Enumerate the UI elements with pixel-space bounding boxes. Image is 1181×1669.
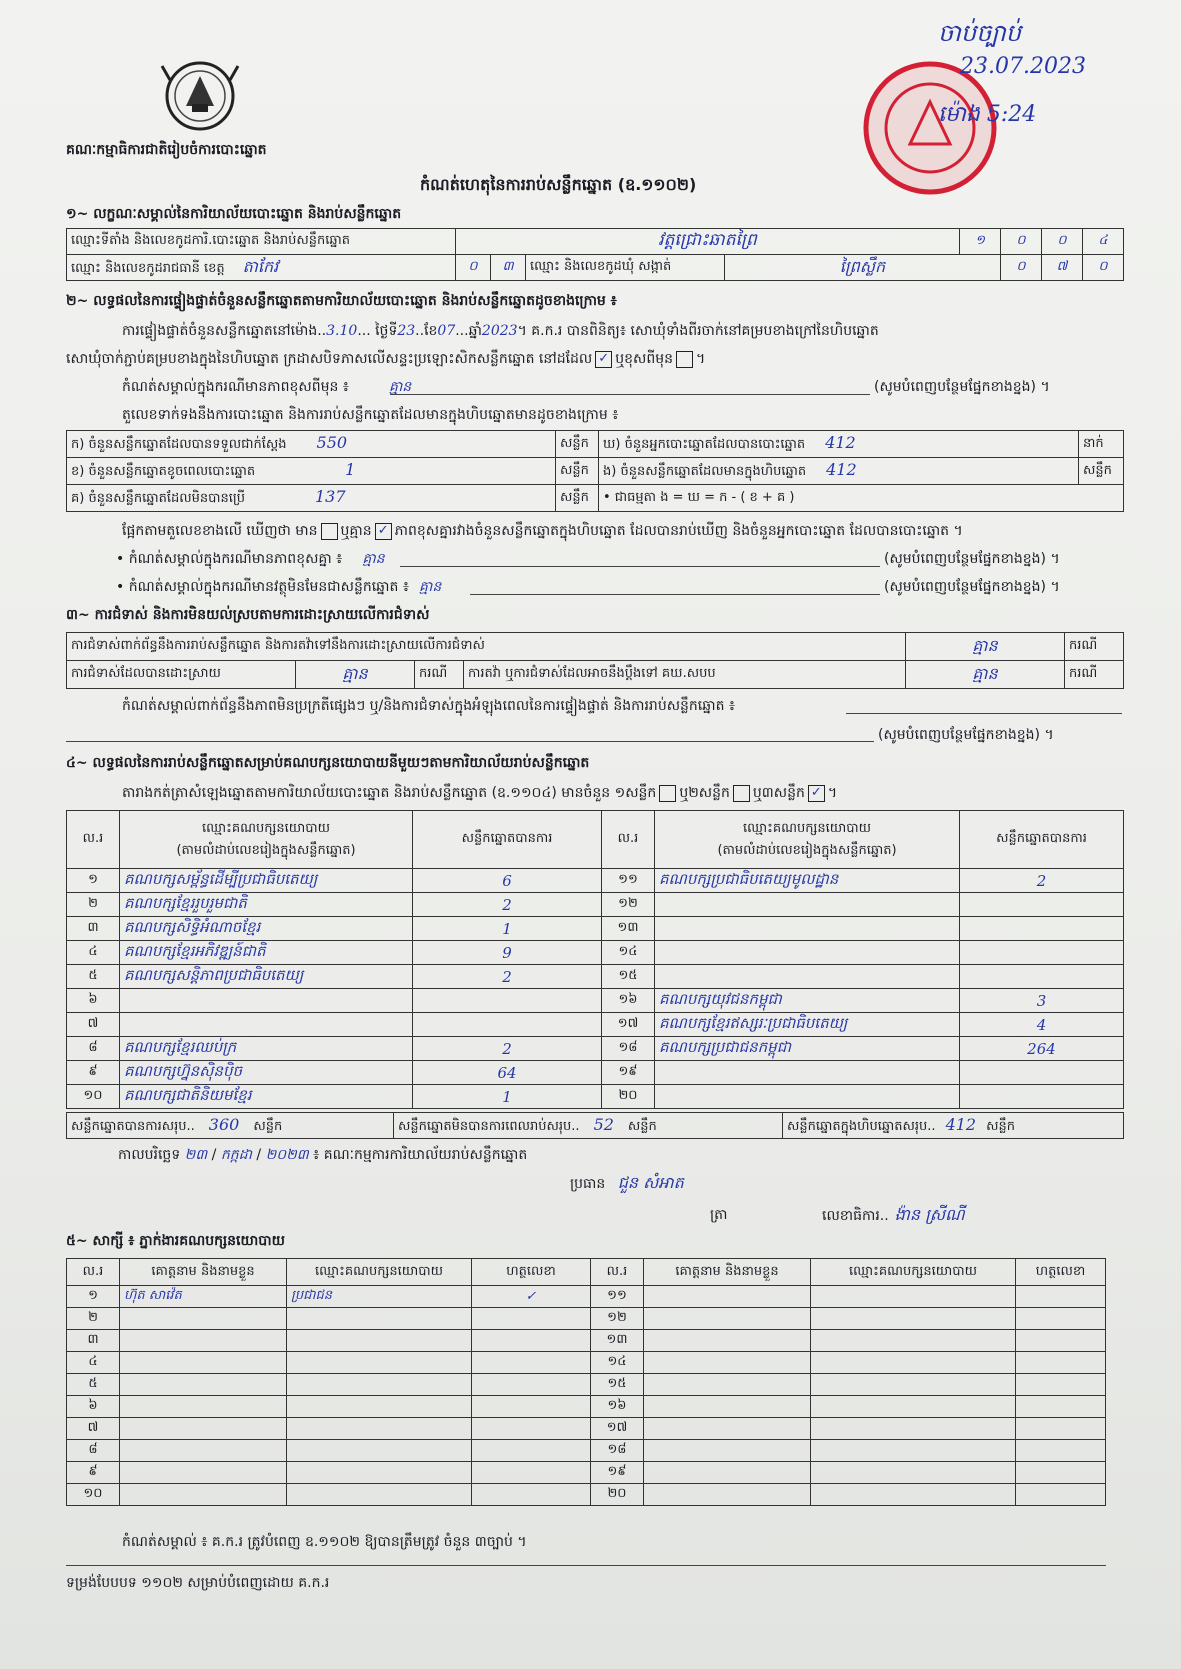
- row-number: ១១: [602, 869, 655, 893]
- row-number: ៩: [67, 1061, 120, 1085]
- row-number: ១៥: [602, 965, 655, 989]
- one-sheet-checkbox[interactable]: [659, 785, 676, 802]
- witness-name[interactable]: [120, 1308, 287, 1330]
- party-name[interactable]: [655, 1085, 960, 1109]
- witness-signature[interactable]: [1016, 1462, 1106, 1484]
- closing-note: កំណត់សម្គាល់ ៖ គ.ក.រ ត្រូវបំពេញ ឧ.១១០២ ឱ្យបានត្រឹមត្រូវ ចំនួន ៣ច្បាប់ ។: [122, 1534, 527, 1550]
- witness-party[interactable]: [287, 1308, 472, 1330]
- secretary-line: លេខាធិការ.. ង៉ាន ស្រីណី: [822, 1205, 965, 1224]
- witness-party[interactable]: [811, 1462, 1016, 1484]
- party-votes[interactable]: [960, 965, 1124, 989]
- row-number: ៨: [67, 1440, 120, 1462]
- party-votes[interactable]: 1: [413, 1085, 602, 1109]
- witness-party[interactable]: [811, 1330, 1016, 1352]
- party-name[interactable]: [655, 941, 960, 965]
- party-votes[interactable]: [960, 1061, 1124, 1085]
- objection-count[interactable]: គ្មាន: [906, 633, 1065, 661]
- witness-name[interactable]: [644, 1484, 811, 1506]
- row-number: ៦: [67, 1396, 120, 1418]
- result-row: [67, 1013, 1124, 1037]
- row-number: ១: [67, 1286, 120, 1308]
- form-title: កំណត់ហេតុនៃការរាប់សន្លឹកឆ្នោត (ឧ.១១០២): [420, 175, 697, 194]
- witness-signature[interactable]: [1016, 1484, 1106, 1506]
- witness-party[interactable]: [811, 1352, 1016, 1374]
- result-row: [67, 893, 1124, 917]
- row-number: ១: [67, 869, 120, 893]
- party-name[interactable]: គណបក្សសម្ព័ន្ធដើម្បីប្រជាធិបតេយ្យ: [120, 869, 413, 893]
- witness-party[interactable]: [287, 1330, 472, 1352]
- party-votes[interactable]: 1: [413, 917, 602, 941]
- signing-date: កាលបរិច្ឆេទ ២៣ / កក្កដា / ២០២៣ ៖ គណៈកម្មការការិយាល័យរាប់សន្លឹកឆ្នោត: [118, 1147, 528, 1163]
- foreign-object-note: • កំណត់សម្គាល់ក្នុងករណីមានវត្ថុមិនមែនជាសន្លឹកឆ្នោត ៖ គ្មាន: [116, 579, 442, 595]
- party-votes[interactable]: [413, 1013, 602, 1037]
- party-name[interactable]: គណបក្សខ្មែរឥស្សរៈប្រជាធិបតេយ្យ: [655, 1013, 960, 1037]
- witness-signature[interactable]: [472, 1484, 591, 1506]
- party-votes[interactable]: 2: [413, 893, 602, 917]
- received-date: 23.07.2023: [960, 54, 1086, 79]
- verify-month[interactable]: 07: [437, 323, 456, 339]
- appealed-count[interactable]: គ្មាន: [906, 661, 1065, 689]
- row-number: ៩: [67, 1462, 120, 1484]
- commune-name[interactable]: ព្រៃស្លឹក: [725, 255, 1001, 281]
- witness-party[interactable]: ប្រជាជន: [287, 1286, 472, 1308]
- section1-heading: ១~ លក្ខណៈសម្គាល់នៃការិយាល័យបោះឆ្នោត និងរាប់សន្លឹកឆ្នោត: [66, 206, 402, 222]
- fill-hint: (សូមបំពេញបន្ថែមផ្នែកខាងខ្នង) ។: [884, 579, 1060, 595]
- witness-row: [67, 1308, 1106, 1330]
- row-number: ១៤: [602, 941, 655, 965]
- row-number: ១៣: [602, 917, 655, 941]
- party-votes[interactable]: 2: [413, 965, 602, 989]
- chair-name[interactable]: ជួន សំអាត: [617, 1173, 684, 1192]
- station-code-digit[interactable]: ០: [1001, 229, 1042, 255]
- objection-table: ការជំទាស់ពាក់ព័ន្ធនឹងការរាប់សន្លឹកឆ្នោត និងការតវ៉ាទៅនឹងការដោះស្រាយលើការជំទាស់ គ្មាន ករណី ការជំទាស់ដែលបានដោះស្រាយ គ្មាន ករណី ការតវ៉ា ឬការជំទាស់ដែលអាចនឹងប្តឹងទៅ គឃ.សបប គ្មាន ករណី: [66, 632, 1124, 689]
- ballots-received[interactable]: 550: [316, 433, 348, 452]
- witness-signature[interactable]: [472, 1440, 591, 1462]
- witness-signature[interactable]: [472, 1374, 591, 1396]
- province-code-digit[interactable]: ០: [456, 255, 491, 281]
- party-name[interactable]: គណបក្សប្រជាធិបតេយ្យមូលដ្ឋាន: [655, 869, 960, 893]
- chair-line: ប្រធាន ជួន សំអាត: [570, 1173, 684, 1192]
- row-number: ១៨: [591, 1440, 644, 1462]
- witness-signature[interactable]: [1016, 1330, 1106, 1352]
- row-number: ២០: [591, 1484, 644, 1506]
- witness-party[interactable]: [287, 1462, 472, 1484]
- total-valid[interactable]: 360: [208, 1114, 240, 1134]
- party-name[interactable]: គណបក្សខ្មែរឈប់ក្រ: [120, 1037, 413, 1061]
- witness-party[interactable]: [811, 1396, 1016, 1418]
- witness-name[interactable]: [120, 1418, 287, 1440]
- committee-name: គណៈកម្មាធិការជាតិរៀបចំការបោះឆ្នោត: [66, 142, 267, 158]
- figures-intro: តួលេខទាក់ទងនឹងការបោះឆ្នោត និងការរាប់សន្លឹកឆ្នោតដែលមានក្នុងហិបឆ្នោតមានដូចខាងក្រោម ៖: [122, 407, 619, 423]
- station-name[interactable]: វត្តជ្រោះឆាតព្រៃ: [456, 229, 960, 255]
- witness-signature[interactable]: [1016, 1286, 1106, 1308]
- witness-name[interactable]: [120, 1396, 287, 1418]
- form-footer: ទម្រង់បែបបទ ១១០២ សម្រាប់បំពេញដោយ គ.ក.រ: [66, 1575, 330, 1591]
- verify-day[interactable]: 23: [397, 323, 416, 339]
- row-number: ៥: [67, 965, 120, 989]
- secretary-name[interactable]: ង៉ាន ស្រីណី: [894, 1205, 965, 1224]
- nec-logo: [160, 60, 240, 132]
- row-number: ៧: [67, 1013, 120, 1037]
- discrepancy-line: ផ្អែកតាមតួលេខខាងលើ ឃើញថា មាន ឬគ្មាន ✓ ភាពខុសគ្នារវាងចំនួនសន្លឹកឆ្នោតក្នុងហិបឆ្នោត ដែលបានរាប់ឃើញ និងចំនួនអ្នកបោះឆ្នោត ដែលបានបោះឆ្នោត ។: [122, 522, 963, 539]
- witness-row: [67, 1374, 1106, 1396]
- party-votes[interactable]: [960, 917, 1124, 941]
- witness-name[interactable]: [644, 1440, 811, 1462]
- party-votes[interactable]: 6: [413, 869, 602, 893]
- witness-name[interactable]: ហ៊ុត សាវ៉េត: [120, 1286, 287, 1308]
- row-number: ២: [67, 1308, 120, 1330]
- witness-name[interactable]: [120, 1374, 287, 1396]
- witness-party[interactable]: [287, 1352, 472, 1374]
- party-votes[interactable]: 4: [960, 1013, 1124, 1037]
- party-name[interactable]: [655, 917, 960, 941]
- row-number: ៤: [67, 941, 120, 965]
- verify-time[interactable]: 3.10: [326, 323, 358, 339]
- commune-code-digit[interactable]: ៧: [1042, 255, 1083, 281]
- witness-party[interactable]: [287, 1374, 472, 1396]
- two-sheet-checkbox[interactable]: [733, 785, 750, 802]
- section2-heading: ២~ លទ្ធផលនៃការផ្ទៀងផ្ទាត់ចំនួនសន្លឹកឆ្នោតតាមការិយាល័យបោះឆ្នោត និងរាប់សន្លឹកឆ្នោតដូចខាងក្រោម ៖: [66, 293, 617, 309]
- witness-name[interactable]: [644, 1374, 811, 1396]
- row-number: ១៦: [591, 1396, 644, 1418]
- province-code-digit[interactable]: ៣: [491, 255, 526, 281]
- commune-label: ឈ្មោះ និងលេខកូដឃុំ សង្កាត់: [526, 255, 725, 281]
- witness-row: [67, 1418, 1106, 1440]
- total-in-box[interactable]: 412: [945, 1114, 977, 1134]
- row-number: ១២: [591, 1308, 644, 1330]
- station-label: ឈ្មោះទីតាំង និងលេខកូដការិ.បោះឆ្នោត និងរាប់សន្លឹកឆ្នោត: [67, 229, 456, 255]
- row-number: ១៧: [591, 1418, 644, 1440]
- witness-party[interactable]: [287, 1418, 472, 1440]
- discrepancy-note: • កំណត់សម្គាល់ក្នុងករណីមានភាពខុសគ្នា ៖ គ្មាន: [116, 551, 385, 567]
- fill-hint: (សូមបំពេញបន្ថែមផ្នែកខាងខ្នង) ។: [878, 727, 1054, 743]
- party-votes[interactable]: [960, 1085, 1124, 1109]
- seal-check-line: សោឃុំចាក់ភ្ជាប់គម្របខាងក្នុងនៃហិបឆ្នោត ក្រដាសបិទភាសលើសន្ទះប្រឡោះសិកសន្លឹកឆ្នោត នៅដដែល ✓ ឬខុសពីមុន ។: [66, 350, 706, 367]
- witness-name[interactable]: [120, 1462, 287, 1484]
- has-discrepancy-checkbox[interactable]: [321, 523, 338, 540]
- row-number: ២០: [602, 1085, 655, 1109]
- row-number: ៦: [67, 989, 120, 1013]
- received-note: ចាប់ច្បាប់: [938, 19, 1021, 47]
- changed-checkbox[interactable]: [676, 351, 693, 368]
- witness-signature[interactable]: [1016, 1374, 1106, 1396]
- witness-row: [67, 1440, 1106, 1462]
- row-number: ១៩: [591, 1462, 644, 1484]
- station-code-digit[interactable]: ១: [960, 229, 1001, 255]
- verify-year[interactable]: 2023: [481, 323, 518, 339]
- witness-name[interactable]: [644, 1396, 811, 1418]
- witness-table: ល.រ គោត្តនាម និងនាមខ្លួន ឈ្មោះគណបក្សនយោបាយ ហត្ថលេខា ល.រ គោត្តនាម និងនាមខ្លួន ឈ្មោះគណបក្សនយោបាយ ហត្ថលេខា ១ ហ៊ុត សាវ៉េត ប្រជាជន ✓ ១១ ២ ១២ ៣ ១៣ ៤ ១៤ ៥ ១៥ ៦ ១៦ ៧ ១៧ ៨ ១៨ ៩ ១៩ ១០ ២០: [66, 1258, 1106, 1506]
- witness-name[interactable]: [644, 1286, 811, 1308]
- row-number: ៥: [67, 1374, 120, 1396]
- witness-row: [67, 1352, 1106, 1374]
- party-votes[interactable]: 9: [413, 941, 602, 965]
- witness-name[interactable]: [120, 1330, 287, 1352]
- witness-row: [67, 1330, 1106, 1352]
- row-number: ១៩: [602, 1061, 655, 1085]
- section5-heading: ៥~ សាក្សី ៖ ភ្នាក់ងារគណបក្សនយោបាយ: [66, 1233, 285, 1249]
- ballots-spoiled[interactable]: 1: [345, 460, 356, 479]
- station-table: [66, 228, 1124, 281]
- result-row: [67, 917, 1124, 941]
- section3-heading: ៣~ ការជំទាស់ និងការមិនយល់ស្របតាមការដោះស្រាយលើការជំទាស់: [66, 607, 430, 623]
- witness-name[interactable]: [120, 1484, 287, 1506]
- party-name[interactable]: គណបក្សជាតិនិយមខ្មែរ: [120, 1085, 413, 1109]
- party-name[interactable]: គណបក្សសិទ្ធិអំណាចខ្មែរ: [120, 917, 413, 941]
- party-votes[interactable]: 2: [413, 1037, 602, 1061]
- row-number: ១២: [602, 893, 655, 917]
- station-code-digit[interactable]: ០: [1042, 229, 1083, 255]
- row-number: ៨: [67, 1037, 120, 1061]
- commune-code-digit[interactable]: ០: [1083, 255, 1124, 281]
- witness-party[interactable]: [811, 1440, 1016, 1462]
- witness-signature[interactable]: [472, 1330, 591, 1352]
- witness-name[interactable]: [120, 1440, 287, 1462]
- witness-party[interactable]: [287, 1440, 472, 1462]
- witness-party[interactable]: [287, 1484, 472, 1506]
- row-number: ១៦: [602, 989, 655, 1013]
- witness-signature[interactable]: [1016, 1352, 1106, 1374]
- section4-heading: ៤~ លទ្ធផលនៃការរាប់សន្លឹកឆ្នោតសម្រាប់គណបក្សនយោបាយនីមួយៗតាមការិយាល័យរាប់សន្លឹកឆ្នោត: [66, 755, 590, 771]
- totals-table: សន្លឹកឆ្នោតបានការសរុប.. 360 សន្លឹក សន្លឹកឆ្នោតមិនបានការពេលរាប់សរុប.. 52 សន្លឹក សន្លឹកឆ្នោតក្នុងហិបឆ្នោតសរុប.. 412 សន្លឹក: [66, 1112, 1124, 1139]
- witness-signature[interactable]: [1016, 1440, 1106, 1462]
- party-votes[interactable]: [413, 989, 602, 1013]
- figures-table: ក) ចំនួនសន្លឹកឆ្នោតដែលបានទទួលជាក់ស្តែង 550 សន្លឹក ឃ) ចំនួនអ្នកបោះឆ្នោតដែលបានបោះឆ្នោត 412 នាក់ ខ) ចំនួនសន្លឹកឆ្នោតខូចពេលបោះឆ្នោត 1 សន្លឹក ង) ចំនួនសន្លឹកឆ្នោតដែលមានក្នុងហិបឆ្នោត 412 សន្លឹក គ) ចំនួនសន្លឹកឆ្នោតដែលមិនបានប្រើ 137 សន្លឹក • ជាធម្មតា ង = ឃ = ក - ( ខ + គ ): [66, 430, 1124, 512]
- results-table: ល.រ ឈ្មោះគណបក្សនយោបាយ (តាមលំដាប់លេខរៀងក្នុងសន្លឹកឆ្នោត) សន្លឹកឆ្នោតបានការ ល.រ ឈ្មោះគណបក្សនយោបាយ (តាមលំដាប់លេខរៀងក្នុងសន្លឹកឆ្នោត) សន្លឹកឆ្នោតបានការ ១ គណបក្សសម្ព័ន្ធដើម្បីប្រជាធិបតេយ្យ 6 ១១ គណបក្សប្រជាធិបតេយ្យមូលដ្ឋាន 2 ២ គណបក្សខ្មែររួបរួមជាតិ 2 ១២ ៣ គណបក្សសិទ្ធិអំណាចខ្មែរ 1 ១៣ ៤ គណបក្សខ្មែរអភិវឌ្ឍន៍ជាតិ 9 ១៤ ៥ គណបក្សសន្តិភាពប្រជាធិបតេយ្យ 2 ១៥ ៦ ១៦ គណបក្សយុវជនកម្ពុជា 3 ៧ ១៧ គណបក្សខ្មែរឥស្សរៈប្រជាធិបតេយ្យ 4 ៨ គណបក្សខ្មែរឈប់ក្រ 2 ១៨ គណបក្សប្រជាជនកម្ពុជា 264 ៩ គណបក្សហ្វ៊ុនស៊ិនប៉ិច 64 ១៩ ១០ គណបក្សជាតិនិយមខ្មែរ 1 ២០: [66, 810, 1124, 1109]
- result-row: [67, 1085, 1124, 1109]
- fill-hint: (សូមបំពេញបន្ថែមផ្នែកខាងខ្នង) ។: [874, 379, 1050, 395]
- row-number: ១០: [67, 1085, 120, 1109]
- row-number: ១៨: [602, 1037, 655, 1061]
- witness-signature[interactable]: ✓: [472, 1286, 591, 1308]
- party-name[interactable]: គណបក្សសន្តិភាពប្រជាធិបតេយ្យ: [120, 965, 413, 989]
- party-name[interactable]: [655, 965, 960, 989]
- verification-line: ការផ្ទៀងផ្ទាត់ចំនួនសន្លឹកឆ្នោតនៅម៉ោង..3.10... ថ្ងៃទី23..ខែ07...ឆ្នាំ2023។ គ.ក.រ បានពិនិត្យ៖ សោឃុំទាំងពីរចាក់នៅគម្របខាងក្រៅនៃហិបឆ្នោត: [122, 323, 879, 339]
- witness-party[interactable]: [811, 1374, 1016, 1396]
- row-number: ២: [67, 893, 120, 917]
- party-votes[interactable]: 2: [960, 869, 1124, 893]
- witness-party[interactable]: [811, 1484, 1016, 1506]
- result-row: [67, 941, 1124, 965]
- row-number: ១៣: [591, 1330, 644, 1352]
- witness-signature[interactable]: [1016, 1308, 1106, 1330]
- seal-label: ត្រា: [710, 1207, 728, 1223]
- witness-party[interactable]: [287, 1396, 472, 1418]
- ballots-in-box[interactable]: 412: [826, 460, 857, 479]
- party-votes[interactable]: 3: [960, 989, 1124, 1013]
- witness-name[interactable]: [644, 1418, 811, 1440]
- row-number: ៣: [67, 917, 120, 941]
- party-name[interactable]: គណបក្សហ្វ៊ុនស៊ិនប៉ិច: [120, 1061, 413, 1085]
- result-row: [67, 869, 1124, 893]
- witness-row: [67, 1396, 1106, 1418]
- party-name[interactable]: គណបក្សខ្មែររួបរួមជាតិ: [120, 893, 413, 917]
- witness-name[interactable]: [644, 1308, 811, 1330]
- witness-signature[interactable]: [472, 1308, 591, 1330]
- witness-signature[interactable]: [472, 1396, 591, 1418]
- row-number: ៧: [67, 1418, 120, 1440]
- party-votes[interactable]: [960, 941, 1124, 965]
- party-name[interactable]: [655, 893, 960, 917]
- fill-hint: (សូមបំពេញបន្ថែមផ្នែកខាងខ្នង) ។: [884, 551, 1060, 567]
- note-change-value[interactable]: គ្មាន: [388, 379, 412, 395]
- no-discrepancy-checkbox[interactable]: ✓: [375, 523, 392, 540]
- row-number: ១០: [67, 1484, 120, 1506]
- witness-party[interactable]: [811, 1418, 1016, 1440]
- note-change-line: កំណត់សម្គាល់ក្នុងករណីមានភាពខុសពីមុន ៖ គ្មាន: [122, 379, 412, 395]
- party-name[interactable]: [655, 1061, 960, 1085]
- witness-row: [67, 1286, 1106, 1308]
- party-votes[interactable]: [960, 893, 1124, 917]
- witness-signature[interactable]: [1016, 1396, 1106, 1418]
- row-number: ១៧: [602, 1013, 655, 1037]
- three-sheet-checkbox[interactable]: ✓: [808, 785, 825, 802]
- resolved-count[interactable]: គ្មាន: [296, 661, 415, 689]
- witness-party[interactable]: [811, 1286, 1016, 1308]
- party-name[interactable]: គណបក្សប្រជាជនកម្ពុជា: [655, 1037, 960, 1061]
- station-code-digit[interactable]: ៤: [1083, 229, 1124, 255]
- witness-signature[interactable]: [472, 1418, 591, 1440]
- witness-name[interactable]: [644, 1352, 811, 1374]
- row-number: ៤: [67, 1352, 120, 1374]
- result-row: [67, 1061, 1124, 1085]
- province-label: ឈ្មោះ និងលេខកូដរាជធានី ខេត្ត: [71, 260, 225, 276]
- voters-voted[interactable]: 412: [825, 433, 856, 452]
- result-row: [67, 1037, 1124, 1061]
- witness-row: [67, 1462, 1106, 1484]
- witness-name[interactable]: [120, 1352, 287, 1374]
- result-row: [67, 989, 1124, 1013]
- witness-signature[interactable]: [1016, 1418, 1106, 1440]
- unchanged-checkbox[interactable]: ✓: [595, 351, 612, 368]
- row-number: ៣: [67, 1330, 120, 1352]
- ballots-unused[interactable]: 137: [315, 487, 346, 506]
- witness-signature[interactable]: [472, 1462, 591, 1484]
- witness-row: [67, 1484, 1106, 1506]
- party-name[interactable]: គណបក្សខ្មែរអភិវឌ្ឍន៍ជាតិ: [120, 941, 413, 965]
- witness-signature[interactable]: [472, 1352, 591, 1374]
- total-invalid[interactable]: 52: [593, 1114, 614, 1134]
- witness-name[interactable]: [644, 1330, 811, 1352]
- result-row: [67, 965, 1124, 989]
- witness-name[interactable]: [644, 1462, 811, 1484]
- party-name[interactable]: [120, 1013, 413, 1037]
- tally-sheet-line: តារាងកត់ត្រាសំឡេងឆ្នោតតាមការិយាល័យបោះឆ្នោត និងរាប់សន្លឹកឆ្នោត (ឧ.១១០៤) មានចំនួន ១សន្លឹក ឬ២សន្លឹក ឬ៣សន្លឹក ✓ ។: [122, 784, 838, 801]
- province-name[interactable]: តាកែវ: [242, 256, 279, 276]
- irregularity-note: កំណត់សម្គាល់ពាក់ព័ន្ធនឹងភាពមិនប្រក្រតីផ្សេងៗ ឬ/និងការជំទាស់ក្នុងអំឡុងពេលនៃការផ្ទៀងផ្ទាត់ និងការរាប់សន្លឹកឆ្នោត ៖: [122, 698, 736, 714]
- party-name[interactable]: គណបក្សយុវជនកម្ពុជា: [655, 989, 960, 1013]
- received-time: ម៉ោង 5:24: [938, 102, 1037, 127]
- party-votes[interactable]: 264: [960, 1037, 1124, 1061]
- commune-code-digit[interactable]: ០: [1001, 255, 1042, 281]
- row-number: ១៥: [591, 1374, 644, 1396]
- party-name[interactable]: [120, 989, 413, 1013]
- formula-note: • ជាធម្មតា ង = ឃ = ក - ( ខ + គ ): [599, 485, 1124, 512]
- party-votes[interactable]: 64: [413, 1061, 602, 1085]
- row-number: ១១: [591, 1286, 644, 1308]
- row-number: ១៤: [591, 1352, 644, 1374]
- witness-party[interactable]: [811, 1308, 1016, 1330]
